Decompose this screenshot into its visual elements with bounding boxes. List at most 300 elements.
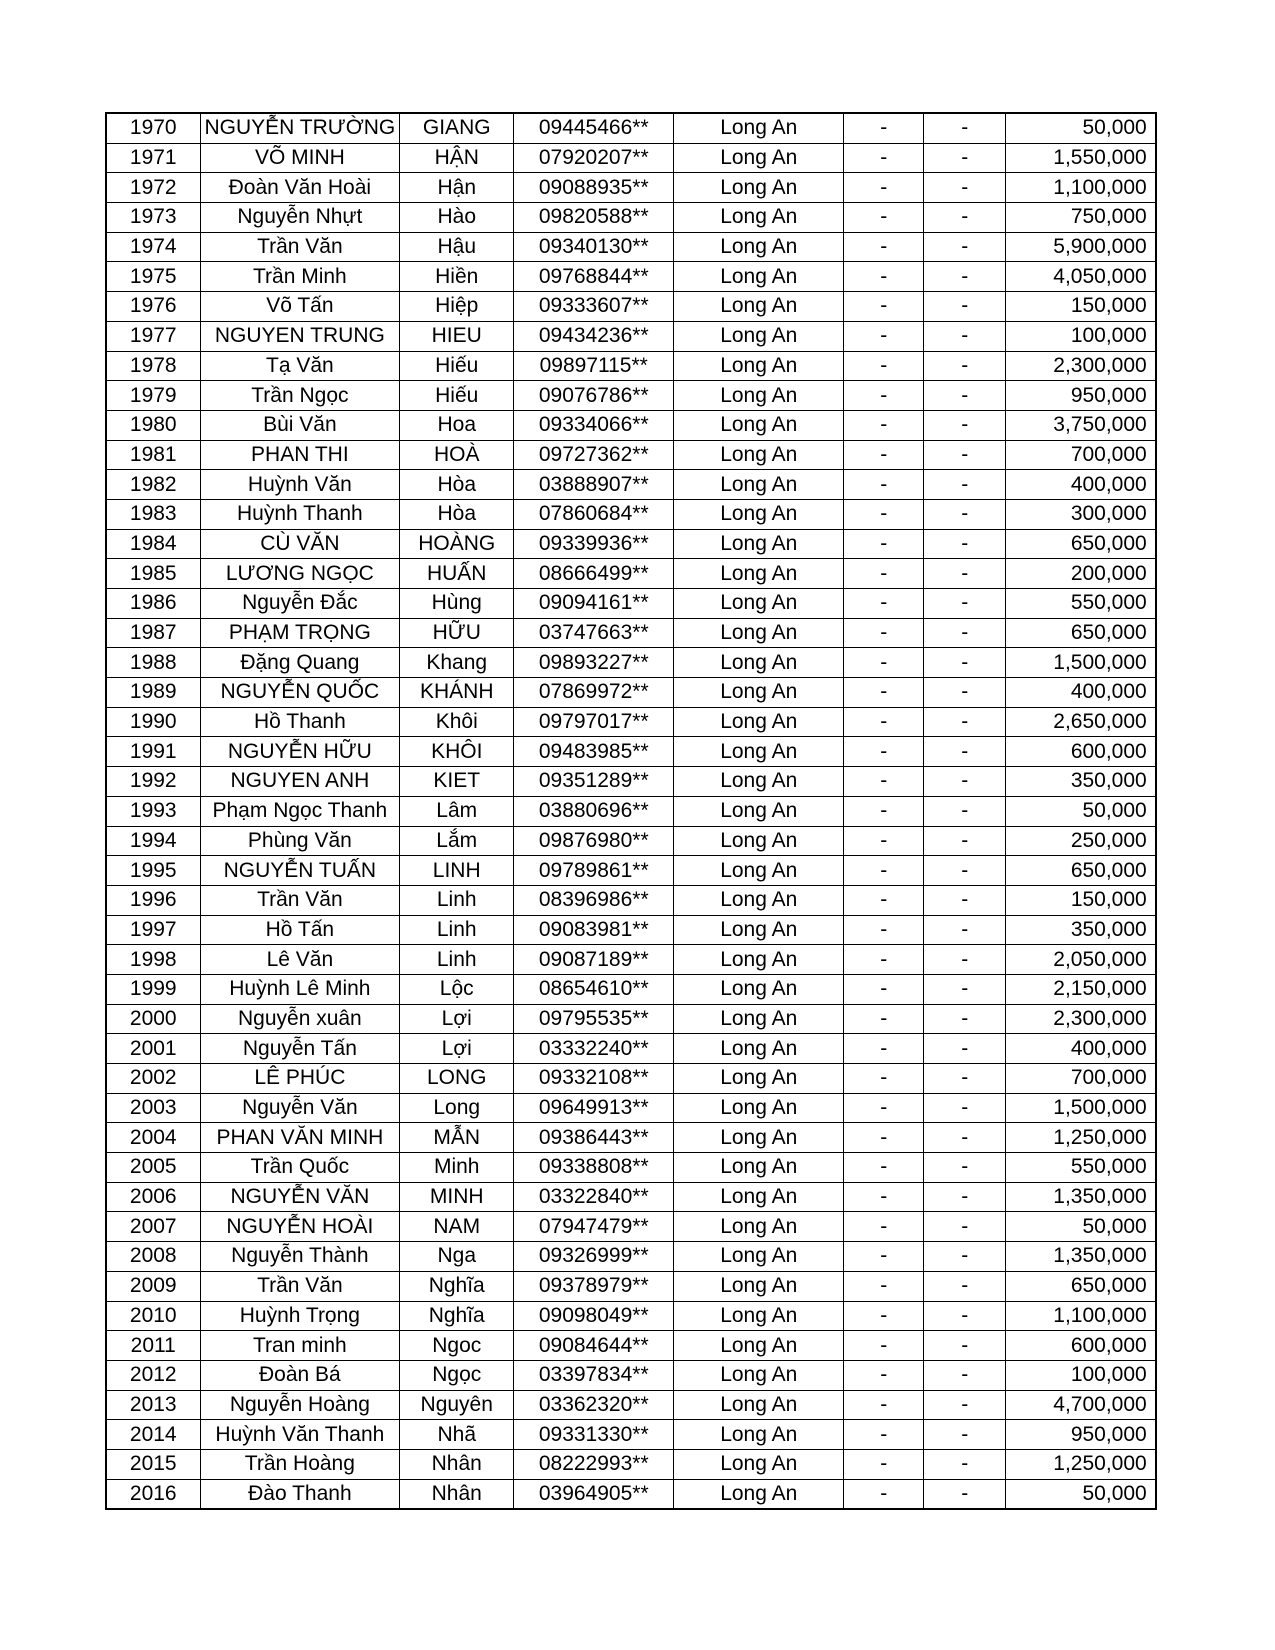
surname-cell: Đặng Quang — [200, 648, 400, 678]
phone-cell: 07860684** — [514, 499, 674, 529]
row-number: 1979 — [106, 381, 200, 411]
surname-cell: Phạm Ngọc Thanh — [200, 796, 400, 826]
dash-cell-a: - — [844, 796, 924, 826]
surname-cell: Huỳnh Lê Minh — [200, 974, 400, 1004]
row-number: 1988 — [106, 648, 200, 678]
table-row — [106, 737, 1156, 767]
dash-cell-b: - — [924, 529, 1006, 559]
dash-cell-a: - — [844, 1390, 924, 1420]
given-name-cell: Nghĩa — [400, 1301, 514, 1331]
phone-cell: 08654610** — [514, 974, 674, 1004]
dash-cell-b: - — [924, 381, 1006, 411]
dash-cell-a: - — [844, 351, 924, 381]
amount-cell: 2,150,000 — [1006, 974, 1156, 1004]
dash-cell-a: - — [844, 529, 924, 559]
table-row — [106, 1182, 1156, 1212]
given-name-cell: Lợi — [400, 1004, 514, 1034]
dash-cell-a: - — [844, 737, 924, 767]
records-table-body — [106, 113, 1156, 1509]
province-cell: Long An — [674, 410, 844, 440]
phone-cell: 09649913** — [514, 1093, 674, 1123]
amount-cell: 3,750,000 — [1006, 410, 1156, 440]
phone-cell: 08222993** — [514, 1449, 674, 1479]
dash-cell-b: - — [924, 856, 1006, 886]
table-row — [106, 410, 1156, 440]
table-row — [106, 113, 1156, 143]
amount-cell: 200,000 — [1006, 559, 1156, 589]
province-cell: Long An — [674, 203, 844, 233]
dash-cell-a: - — [844, 1034, 924, 1064]
phone-cell: 03747663** — [514, 618, 674, 648]
phone-cell: 09340130** — [514, 232, 674, 262]
phone-cell: 03362320** — [514, 1390, 674, 1420]
dash-cell-a: - — [844, 113, 924, 143]
phone-cell: 08396986** — [514, 885, 674, 915]
province-cell: Long An — [674, 974, 844, 1004]
province-cell: Long An — [674, 173, 844, 203]
row-number: 2015 — [106, 1449, 200, 1479]
surname-cell: Nguyễn Tấn — [200, 1034, 400, 1064]
province-cell: Long An — [674, 945, 844, 975]
table-row — [106, 648, 1156, 678]
dash-cell-a: - — [844, 1360, 924, 1390]
given-name-cell: Linh — [400, 915, 514, 945]
dash-cell-a: - — [844, 1064, 924, 1094]
province-cell: Long An — [674, 232, 844, 262]
surname-cell: Hồ Thanh — [200, 707, 400, 737]
phone-cell: 09897115** — [514, 351, 674, 381]
phone-cell: 09445466** — [514, 113, 674, 143]
phone-cell: 09332108** — [514, 1064, 674, 1094]
given-name-cell: Hiếu — [400, 351, 514, 381]
surname-cell: CÙ VĂN — [200, 529, 400, 559]
dash-cell-a: - — [844, 470, 924, 500]
table-row — [106, 1004, 1156, 1034]
row-number: 2010 — [106, 1301, 200, 1331]
row-number: 1997 — [106, 915, 200, 945]
given-name-cell: Lộc — [400, 974, 514, 1004]
dash-cell-b: - — [924, 648, 1006, 678]
table-row — [106, 1123, 1156, 1153]
dash-cell-a: - — [844, 648, 924, 678]
dash-cell-a: - — [844, 589, 924, 619]
province-cell: Long An — [674, 1479, 844, 1509]
dash-cell-a: - — [844, 1093, 924, 1123]
row-number: 2016 — [106, 1479, 200, 1509]
surname-cell: PHAN VĂN MINH — [200, 1123, 400, 1153]
amount-cell: 550,000 — [1006, 589, 1156, 619]
dash-cell-b: - — [924, 410, 1006, 440]
dash-cell-a: - — [844, 292, 924, 322]
table-row — [106, 1360, 1156, 1390]
amount-cell: 50,000 — [1006, 113, 1156, 143]
row-number: 1996 — [106, 885, 200, 915]
row-number: 1978 — [106, 351, 200, 381]
amount-cell: 4,700,000 — [1006, 1390, 1156, 1420]
table-row — [106, 678, 1156, 708]
row-number: 2007 — [106, 1212, 200, 1242]
table-row — [106, 707, 1156, 737]
phone-cell: 03880696** — [514, 796, 674, 826]
row-number: 2012 — [106, 1360, 200, 1390]
table-row — [106, 1479, 1156, 1509]
dash-cell-a: - — [844, 321, 924, 351]
province-cell: Long An — [674, 826, 844, 856]
dash-cell-b: - — [924, 885, 1006, 915]
dash-cell-b: - — [924, 203, 1006, 233]
amount-cell: 150,000 — [1006, 292, 1156, 322]
row-number: 1989 — [106, 678, 200, 708]
province-cell: Long An — [674, 1242, 844, 1272]
phone-cell: 03332240** — [514, 1034, 674, 1064]
province-cell: Long An — [674, 499, 844, 529]
surname-cell: Nguyễn Văn — [200, 1093, 400, 1123]
table-row — [106, 1242, 1156, 1272]
table-row — [106, 1034, 1156, 1064]
dash-cell-a: - — [844, 232, 924, 262]
dash-cell-b: - — [924, 737, 1006, 767]
phone-cell: 09076786** — [514, 381, 674, 411]
table-row — [106, 1420, 1156, 1450]
province-cell: Long An — [674, 1271, 844, 1301]
surname-cell: Huỳnh Thanh — [200, 499, 400, 529]
row-number: 1995 — [106, 856, 200, 886]
phone-cell: 09331330** — [514, 1420, 674, 1450]
given-name-cell: Hậu — [400, 232, 514, 262]
dash-cell-a: - — [844, 707, 924, 737]
dash-cell-a: - — [844, 915, 924, 945]
given-name-cell: NAM — [400, 1212, 514, 1242]
table-row — [106, 1153, 1156, 1183]
given-name-cell: Hào — [400, 203, 514, 233]
dash-cell-a: - — [844, 559, 924, 589]
province-cell: Long An — [674, 1331, 844, 1361]
surname-cell: Huỳnh Văn — [200, 470, 400, 500]
province-cell: Long An — [674, 856, 844, 886]
dash-cell-b: - — [924, 974, 1006, 1004]
phone-cell: 09094161** — [514, 589, 674, 619]
phone-cell: 09434236** — [514, 321, 674, 351]
given-name-cell: Long — [400, 1093, 514, 1123]
table-row — [106, 589, 1156, 619]
province-cell: Long An — [674, 321, 844, 351]
dash-cell-a: - — [844, 262, 924, 292]
phone-cell: 07947479** — [514, 1212, 674, 1242]
surname-cell: Trần Văn — [200, 885, 400, 915]
dash-cell-b: - — [924, 113, 1006, 143]
amount-cell: 1,500,000 — [1006, 648, 1156, 678]
given-name-cell: KHÔI — [400, 737, 514, 767]
given-name-cell: KHÁNH — [400, 678, 514, 708]
surname-cell: Nguyễn Nhựt — [200, 203, 400, 233]
amount-cell: 650,000 — [1006, 529, 1156, 559]
dash-cell-a: - — [844, 945, 924, 975]
dash-cell-b: - — [924, 678, 1006, 708]
province-cell: Long An — [674, 381, 844, 411]
row-number: 1987 — [106, 618, 200, 648]
phone-cell: 03888907** — [514, 470, 674, 500]
amount-cell: 2,300,000 — [1006, 351, 1156, 381]
table-row — [106, 351, 1156, 381]
dash-cell-b: - — [924, 1182, 1006, 1212]
surname-cell: Hồ Tấn — [200, 915, 400, 945]
dash-cell-a: - — [844, 885, 924, 915]
phone-cell: 09088935** — [514, 173, 674, 203]
surname-cell: NGUYEN ANH — [200, 767, 400, 797]
dash-cell-b: - — [924, 1123, 1006, 1153]
phone-cell: 03397834** — [514, 1360, 674, 1390]
province-cell: Long An — [674, 589, 844, 619]
amount-cell: 250,000 — [1006, 826, 1156, 856]
given-name-cell: HẬN — [400, 143, 514, 173]
dash-cell-b: - — [924, 589, 1006, 619]
amount-cell: 950,000 — [1006, 1420, 1156, 1450]
given-name-cell: Hận — [400, 173, 514, 203]
table-row — [106, 559, 1156, 589]
dash-cell-b: - — [924, 470, 1006, 500]
surname-cell: Trần Minh — [200, 262, 400, 292]
province-cell: Long An — [674, 559, 844, 589]
amount-cell: 400,000 — [1006, 1034, 1156, 1064]
row-number: 2006 — [106, 1182, 200, 1212]
row-number: 2005 — [106, 1153, 200, 1183]
given-name-cell: Hiếu — [400, 381, 514, 411]
phone-cell: 09326999** — [514, 1242, 674, 1272]
given-name-cell: Nhã — [400, 1420, 514, 1450]
amount-cell: 2,050,000 — [1006, 945, 1156, 975]
dash-cell-b: - — [924, 1093, 1006, 1123]
phone-cell: 09768844** — [514, 262, 674, 292]
province-cell: Long An — [674, 1034, 844, 1064]
table-row — [106, 856, 1156, 886]
table-row — [106, 499, 1156, 529]
table-row — [106, 885, 1156, 915]
dash-cell-a: - — [844, 173, 924, 203]
dash-cell-a: - — [844, 203, 924, 233]
table-row — [106, 232, 1156, 262]
row-number: 2011 — [106, 1331, 200, 1361]
given-name-cell: Hiệp — [400, 292, 514, 322]
amount-cell: 550,000 — [1006, 1153, 1156, 1183]
dash-cell-b: - — [924, 440, 1006, 470]
dash-cell-a: - — [844, 678, 924, 708]
given-name-cell: Linh — [400, 945, 514, 975]
row-number: 2002 — [106, 1064, 200, 1094]
dash-cell-a: - — [844, 410, 924, 440]
surname-cell: Nguyễn Hoàng — [200, 1390, 400, 1420]
province-cell: Long An — [674, 678, 844, 708]
row-number: 1993 — [106, 796, 200, 826]
table-row — [106, 292, 1156, 322]
amount-cell: 100,000 — [1006, 1360, 1156, 1390]
phone-cell: 09339936** — [514, 529, 674, 559]
province-cell: Long An — [674, 1064, 844, 1094]
dash-cell-a: - — [844, 856, 924, 886]
amount-cell: 650,000 — [1006, 618, 1156, 648]
dash-cell-a: - — [844, 1331, 924, 1361]
given-name-cell: Nhân — [400, 1449, 514, 1479]
province-cell: Long An — [674, 262, 844, 292]
row-number: 2013 — [106, 1390, 200, 1420]
surname-cell: NGUYỄN TRƯỜNG — [200, 113, 400, 143]
dash-cell-b: - — [924, 1420, 1006, 1450]
province-cell: Long An — [674, 470, 844, 500]
row-number: 1977 — [106, 321, 200, 351]
row-number: 2014 — [106, 1420, 200, 1450]
row-number: 1982 — [106, 470, 200, 500]
given-name-cell: HIEU — [400, 321, 514, 351]
amount-cell: 600,000 — [1006, 737, 1156, 767]
province-cell: Long An — [674, 113, 844, 143]
dash-cell-b: - — [924, 351, 1006, 381]
dash-cell-b: - — [924, 796, 1006, 826]
table-row — [106, 915, 1156, 945]
dash-cell-b: - — [924, 1390, 1006, 1420]
surname-cell: Huỳnh Trọng — [200, 1301, 400, 1331]
province-cell: Long An — [674, 767, 844, 797]
row-number: 1971 — [106, 143, 200, 173]
given-name-cell: Khang — [400, 648, 514, 678]
dash-cell-a: - — [844, 1004, 924, 1034]
phone-cell: 09893227** — [514, 648, 674, 678]
phone-cell: 09351289** — [514, 767, 674, 797]
dash-cell-b: - — [924, 232, 1006, 262]
row-number: 1981 — [106, 440, 200, 470]
row-number: 1984 — [106, 529, 200, 559]
dash-cell-a: - — [844, 143, 924, 173]
surname-cell: LÊ PHÚC — [200, 1064, 400, 1094]
amount-cell: 1,250,000 — [1006, 1123, 1156, 1153]
row-number: 2003 — [106, 1093, 200, 1123]
dash-cell-b: - — [924, 559, 1006, 589]
dash-cell-b: - — [924, 1301, 1006, 1331]
phone-cell: 09378979** — [514, 1271, 674, 1301]
amount-cell: 1,100,000 — [1006, 173, 1156, 203]
province-cell: Long An — [674, 915, 844, 945]
surname-cell: Trần Hoàng — [200, 1449, 400, 1479]
surname-cell: NGUYỄN TUẤN — [200, 856, 400, 886]
surname-cell: Võ Tấn — [200, 292, 400, 322]
province-cell: Long An — [674, 1390, 844, 1420]
row-number: 1998 — [106, 945, 200, 975]
phone-cell: 09338808** — [514, 1153, 674, 1183]
given-name-cell: MẪN — [400, 1123, 514, 1153]
table-row — [106, 1331, 1156, 1361]
row-number: 1986 — [106, 589, 200, 619]
amount-cell: 750,000 — [1006, 203, 1156, 233]
dash-cell-a: - — [844, 1123, 924, 1153]
row-number: 2004 — [106, 1123, 200, 1153]
given-name-cell: LINH — [400, 856, 514, 886]
surname-cell: Đoàn Bá — [200, 1360, 400, 1390]
surname-cell: Nguyễn xuân — [200, 1004, 400, 1034]
dash-cell-b: - — [924, 499, 1006, 529]
dash-cell-b: - — [924, 321, 1006, 351]
dash-cell-a: - — [844, 381, 924, 411]
table-row — [106, 1301, 1156, 1331]
province-cell: Long An — [674, 1212, 844, 1242]
given-name-cell: Lắm — [400, 826, 514, 856]
surname-cell: NGUYỄN HỮU — [200, 737, 400, 767]
dash-cell-a: - — [844, 826, 924, 856]
given-name-cell: Lâm — [400, 796, 514, 826]
dash-cell-b: - — [924, 143, 1006, 173]
dash-cell-b: - — [924, 262, 1006, 292]
dash-cell-b: - — [924, 1479, 1006, 1509]
given-name-cell: LONG — [400, 1064, 514, 1094]
surname-cell: NGUYỄN VĂN — [200, 1182, 400, 1212]
row-number: 1985 — [106, 559, 200, 589]
surname-cell: Trần Văn — [200, 1271, 400, 1301]
table-row — [106, 203, 1156, 233]
row-number: 1980 — [106, 410, 200, 440]
row-number: 2000 — [106, 1004, 200, 1034]
dash-cell-a: - — [844, 1271, 924, 1301]
table-row — [106, 262, 1156, 292]
given-name-cell: Nghĩa — [400, 1271, 514, 1301]
province-cell: Long An — [674, 1449, 844, 1479]
phone-cell: 07869972** — [514, 678, 674, 708]
given-name-cell: Linh — [400, 885, 514, 915]
surname-cell: PHẠM TRỌNG — [200, 618, 400, 648]
table-row — [106, 381, 1156, 411]
row-number: 1990 — [106, 707, 200, 737]
surname-cell: Đoàn Văn Hoài — [200, 173, 400, 203]
surname-cell: Trần Ngọc — [200, 381, 400, 411]
amount-cell: 1,350,000 — [1006, 1182, 1156, 1212]
given-name-cell: KIET — [400, 767, 514, 797]
province-cell: Long An — [674, 529, 844, 559]
amount-cell: 1,350,000 — [1006, 1242, 1156, 1272]
dash-cell-b: - — [924, 1271, 1006, 1301]
phone-cell: 09334066** — [514, 410, 674, 440]
given-name-cell: HOÀ — [400, 440, 514, 470]
given-name-cell: Nhân — [400, 1479, 514, 1509]
given-name-cell: Minh — [400, 1153, 514, 1183]
phone-cell: 09084644** — [514, 1331, 674, 1361]
dash-cell-a: - — [844, 974, 924, 1004]
amount-cell: 700,000 — [1006, 1064, 1156, 1094]
amount-cell: 350,000 — [1006, 767, 1156, 797]
surname-cell: Đào Thanh — [200, 1479, 400, 1509]
row-number: 1970 — [106, 113, 200, 143]
table-row — [106, 143, 1156, 173]
province-cell: Long An — [674, 796, 844, 826]
surname-cell: Bùi Văn — [200, 410, 400, 440]
amount-cell: 400,000 — [1006, 470, 1156, 500]
province-cell: Long An — [674, 737, 844, 767]
given-name-cell: MINH — [400, 1182, 514, 1212]
province-cell: Long An — [674, 1301, 844, 1331]
table-row — [106, 1390, 1156, 1420]
row-number: 1975 — [106, 262, 200, 292]
dash-cell-a: - — [844, 618, 924, 648]
phone-cell: 09876980** — [514, 826, 674, 856]
dash-cell-b: - — [924, 292, 1006, 322]
dash-cell-a: - — [844, 1420, 924, 1450]
phone-cell: 09727362** — [514, 440, 674, 470]
row-number: 1999 — [106, 974, 200, 1004]
given-name-cell: Nga — [400, 1242, 514, 1272]
amount-cell: 1,100,000 — [1006, 1301, 1156, 1331]
dash-cell-b: - — [924, 1449, 1006, 1479]
table-row — [106, 440, 1156, 470]
dash-cell-b: - — [924, 945, 1006, 975]
amount-cell: 650,000 — [1006, 856, 1156, 886]
amount-cell: 650,000 — [1006, 1271, 1156, 1301]
surname-cell: PHAN THI — [200, 440, 400, 470]
amount-cell: 2,650,000 — [1006, 707, 1156, 737]
